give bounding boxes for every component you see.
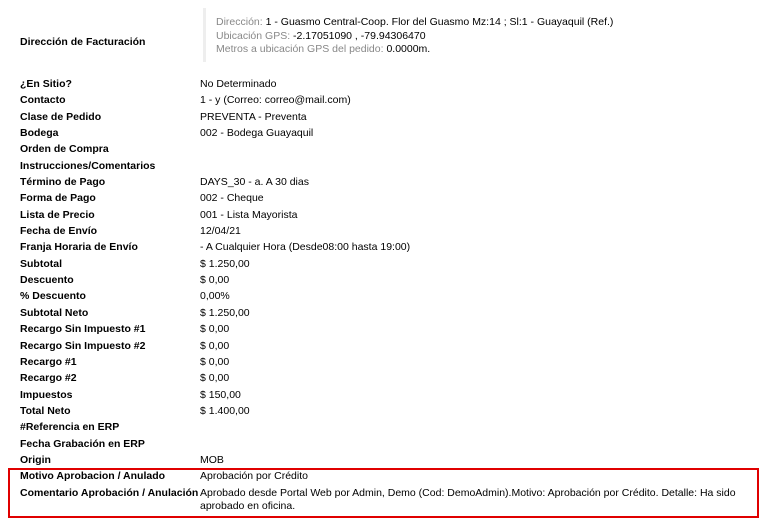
row-value: $ 0,00	[200, 323, 230, 336]
row-label: #Referencia en ERP	[20, 421, 120, 434]
detail-row-forma-pago	[0, 190, 777, 206]
address-line	[216, 16, 763, 30]
row-value: MOB	[200, 453, 224, 466]
detail-row-impuestos	[0, 387, 777, 403]
row-value: 0,00%	[200, 290, 230, 303]
detail-row-porcentaje-descuento	[0, 288, 777, 304]
distance-label: Metros a ubicación GPS del pedido:	[216, 43, 384, 55]
detail-row-comentario-aprobacion	[0, 485, 777, 512]
row-label: Descuento	[20, 274, 74, 287]
detail-row-recargo-sin-impuesto-2	[0, 338, 777, 354]
order-details-table	[0, 76, 777, 512]
detail-row-franja-horaria	[0, 239, 777, 255]
detail-row-contacto	[0, 92, 777, 108]
row-value: DAYS_30 - a. A 30 dias	[200, 176, 309, 189]
gps-line	[216, 30, 763, 44]
row-label: Franja Horaria de Envío	[20, 241, 138, 254]
row-label: ¿En Sitio?	[20, 78, 72, 90]
gps-label: Ubicación GPS:	[216, 29, 291, 42]
row-label: Comentario Aprobación / Anulación	[20, 486, 199, 499]
distance-line	[216, 43, 763, 57]
detail-row-subtotal	[0, 256, 777, 272]
row-value: No Determinado	[200, 78, 277, 90]
detail-row-en-sitio	[0, 76, 777, 92]
row-label: Subtotal Neto	[20, 306, 89, 319]
row-label: Recargo #1	[20, 355, 77, 368]
detail-row-descuento	[0, 272, 777, 288]
detail-row-termino-pago	[0, 174, 777, 190]
detail-row-lista-precio	[0, 207, 777, 223]
row-label: Recargo Sin Impuesto #2	[20, 339, 146, 352]
row-label: Origin	[20, 453, 51, 466]
detail-row-recargo-2	[0, 370, 777, 386]
distance-value: 0.0000m.	[386, 43, 431, 55]
row-label: Recargo Sin Impuesto #1	[20, 323, 146, 336]
row-value: Aprobado desde Portal Web por Admin, Demo (Cod: DemoAdmin).Motivo: Aprobación por Crédito. Detalle: Ha sido aprobado en oficina.	[200, 486, 736, 512]
detail-row-motivo-aprobacion	[0, 468, 777, 484]
address-label: Dirección:	[216, 16, 263, 28]
detail-row-clase-pedido	[0, 109, 777, 125]
row-value: 12/04/21	[200, 225, 241, 238]
row-label: Lista de Precio	[20, 208, 95, 221]
row-label: Instrucciones/Comentarios	[20, 159, 156, 172]
row-label: Subtotal	[20, 257, 62, 270]
row-label: Orden de Compra	[20, 143, 109, 156]
row-value: $ 150,00	[200, 388, 241, 401]
detail-row-orden-compra	[0, 141, 777, 157]
row-label: Recargo #2	[20, 372, 77, 385]
detail-row-referencia-erp	[0, 419, 777, 435]
row-label: Bodega	[20, 127, 59, 140]
row-value: $ 0,00	[200, 372, 230, 385]
row-value: PREVENTA - Preventa	[200, 110, 307, 123]
row-label: Total Neto	[20, 404, 71, 417]
gps-value: -2.17051090 , -79.94306470	[293, 29, 426, 42]
row-value: $ 0,00	[200, 339, 230, 352]
row-label: Contacto	[20, 94, 66, 107]
detail-row-instrucciones	[0, 158, 777, 174]
row-value: $ 0,00	[200, 355, 230, 368]
detail-row-origin	[0, 452, 777, 468]
row-label: Motivo Aprobacion / Anulado	[20, 470, 166, 483]
row-label: Fecha de Envío	[20, 225, 98, 238]
row-value: 002 - Cheque	[200, 192, 264, 205]
row-value: 002 - Bodega Guayaquil	[200, 127, 314, 140]
detail-row-subtotal-neto	[0, 305, 777, 321]
row-label: Término de Pago	[20, 176, 106, 189]
row-value: Aprobación por Crédito	[200, 470, 308, 483]
detail-row-fecha-envio	[0, 223, 777, 239]
row-label: Fecha Grabación en ERP	[20, 437, 145, 450]
detail-row-fecha-grabacion-erp	[0, 436, 777, 452]
detail-row-recargo-1	[0, 354, 777, 370]
detail-row-recargo-sin-impuesto-1	[0, 321, 777, 337]
billing-address-label: Dirección de Facturación	[20, 36, 146, 48]
row-label: % Descuento	[20, 290, 86, 303]
row-label: Forma de Pago	[20, 192, 96, 205]
row-value: $ 1.250,00	[200, 306, 250, 319]
row-value: $ 1.250,00	[200, 257, 250, 270]
row-value: $ 1.400,00	[200, 404, 250, 417]
row-label: Clase de Pedido	[20, 110, 102, 123]
row-value: 1 - y (Correo: correo@mail.com)	[200, 94, 351, 107]
row-value: - A Cualquier Hora (Desde08:00 hasta 19:00)	[200, 241, 411, 254]
billing-address-block	[203, 8, 763, 62]
row-value: 001 - Lista Mayorista	[200, 208, 298, 221]
row-value: $ 0,00	[200, 274, 230, 287]
detail-row-total-neto	[0, 403, 777, 419]
row-label: Impuestos	[20, 388, 73, 401]
address-value: 1 - Guasmo Central-Coop. Flor del Guasmo Mz:14 ; Sl:1 - Guayaquil (Ref.)	[265, 16, 614, 28]
detail-row-bodega	[0, 125, 777, 141]
